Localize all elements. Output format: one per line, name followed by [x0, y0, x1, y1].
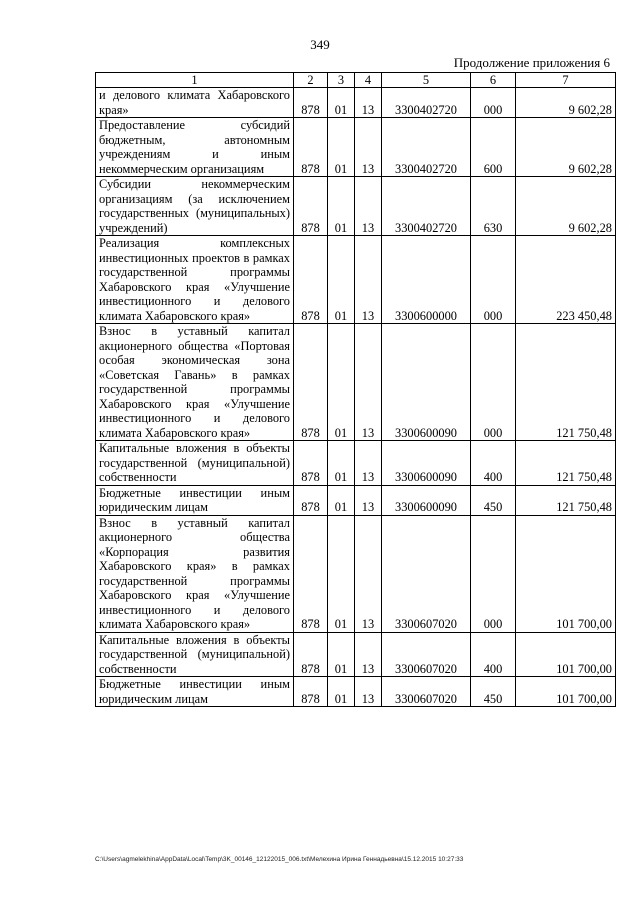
row-name: Бюджетные инвестиции иным юридическим лицам — [96, 677, 294, 707]
row-amount: 101 700,00 — [516, 515, 616, 632]
row-code-ministry: 878 — [294, 324, 328, 441]
row-expense-type: 400 — [471, 632, 516, 677]
row-amount: 9 602,28 — [516, 118, 616, 177]
row-section: 01 — [328, 118, 355, 177]
row-amount: 121 750,48 — [516, 324, 616, 441]
row-code-ministry: 878 — [294, 177, 328, 236]
row-name: Предоставление субсидий бюджетным, автономным учреждениям и иным некоммерческим организациям — [96, 118, 294, 177]
table-row — [96, 632, 616, 677]
table-row — [96, 485, 616, 515]
column-header: 6 — [471, 73, 516, 88]
table-row — [96, 88, 616, 118]
row-expense-type: 000 — [471, 324, 516, 441]
row-section: 01 — [328, 324, 355, 441]
row-name: Субсидии некоммерческим организациям (за исключением государственных (муниципальных) учреждений) — [96, 177, 294, 236]
row-subsection: 13 — [355, 88, 382, 118]
column-header: 3 — [328, 73, 355, 88]
row-code-ministry: 878 — [294, 88, 328, 118]
row-name: и делового климата Хабаровского края» — [96, 88, 294, 118]
row-target-item: 3300402720 — [382, 118, 471, 177]
row-subsection: 13 — [355, 515, 382, 632]
row-subsection: 13 — [355, 677, 382, 707]
row-subsection: 13 — [355, 441, 382, 486]
row-section: 01 — [328, 441, 355, 486]
row-target-item: 3300607020 — [382, 677, 471, 707]
row-section: 01 — [328, 632, 355, 677]
file-path-footer: C:\Users\agmelekhina\AppData\Local\Temp\3K_00146_12122015_006.txt\Мелехина Ирина Геннадьевна\15.12.2015 10:27:33 — [95, 856, 464, 863]
row-code-ministry: 878 — [294, 236, 328, 324]
row-code-ministry: 878 — [294, 632, 328, 677]
row-target-item: 3300402720 — [382, 88, 471, 118]
table-row — [96, 118, 616, 177]
row-name: Бюджетные инвестиции иным юридическим лицам — [96, 485, 294, 515]
column-header: 1 — [96, 73, 294, 88]
row-code-ministry: 878 — [294, 485, 328, 515]
row-amount: 121 750,48 — [516, 441, 616, 486]
row-section: 01 — [328, 236, 355, 324]
row-amount: 223 450,48 — [516, 236, 616, 324]
row-expense-type: 450 — [471, 485, 516, 515]
row-code-ministry: 878 — [294, 441, 328, 486]
row-section: 01 — [328, 515, 355, 632]
row-section: 01 — [328, 88, 355, 118]
row-subsection: 13 — [355, 177, 382, 236]
row-expense-type: 000 — [471, 236, 516, 324]
continuation-label: Продолжение приложения 6 — [453, 55, 610, 70]
table-row — [96, 324, 616, 441]
row-amount: 121 750,48 — [516, 485, 616, 515]
row-name: Капитальные вложения в объекты государственной (муниципальной) собственности — [96, 632, 294, 677]
row-code-ministry: 878 — [294, 677, 328, 707]
budget-table — [95, 72, 616, 707]
row-target-item: 3300607020 — [382, 515, 471, 632]
row-expense-type: 400 — [471, 441, 516, 486]
row-expense-type: 450 — [471, 677, 516, 707]
row-name: Реализация комплексных инвестиционных проектов в рамках государственной программы Хабаровского края «Улучшение инвестиционного и делового климата Хабаровского края» — [96, 236, 294, 324]
row-section: 01 — [328, 177, 355, 236]
row-target-item: 3300600000 — [382, 236, 471, 324]
row-target-item: 3300402720 — [382, 177, 471, 236]
table-row — [96, 441, 616, 486]
row-section: 01 — [328, 485, 355, 515]
row-subsection: 13 — [355, 236, 382, 324]
row-name: Капитальные вложения в объекты государственной (муниципальной) собственности — [96, 441, 294, 486]
table-row — [96, 236, 616, 324]
row-amount: 9 602,28 — [516, 88, 616, 118]
row-subsection: 13 — [355, 324, 382, 441]
column-header: 2 — [294, 73, 328, 88]
row-expense-type: 630 — [471, 177, 516, 236]
table-row — [96, 177, 616, 236]
page-number: 349 — [310, 37, 330, 52]
row-subsection: 13 — [355, 485, 382, 515]
row-name: Взнос в уставный капитал акционерного общества «Корпорация развития Хабаровского края» в рамках государственной программы Хабаровского края «Улучшение инвестиционного и делового климата Хабаровского края» — [96, 515, 294, 632]
row-amount: 101 700,00 — [516, 632, 616, 677]
row-amount: 101 700,00 — [516, 677, 616, 707]
row-expense-type: 600 — [471, 118, 516, 177]
column-header: 7 — [516, 73, 616, 88]
row-target-item: 3300600090 — [382, 441, 471, 486]
row-subsection: 13 — [355, 118, 382, 177]
row-target-item: 3300600090 — [382, 324, 471, 441]
table-row — [96, 515, 616, 632]
row-code-ministry: 878 — [294, 515, 328, 632]
table-header-row — [96, 73, 616, 88]
table-row — [96, 677, 616, 707]
column-header: 5 — [382, 73, 471, 88]
row-name: Взнос в уставный капитал акционерного общества «Портовая особая экономическая зона «Советская Гавань» в рамках государственной программы Хабаровского края «Улучшение инвестиционного и делового климата Хабаровского края» — [96, 324, 294, 441]
row-subsection: 13 — [355, 632, 382, 677]
row-target-item: 3300600090 — [382, 485, 471, 515]
row-amount: 9 602,28 — [516, 177, 616, 236]
row-target-item: 3300607020 — [382, 632, 471, 677]
row-expense-type: 000 — [471, 88, 516, 118]
row-code-ministry: 878 — [294, 118, 328, 177]
row-section: 01 — [328, 677, 355, 707]
column-header: 4 — [355, 73, 382, 88]
row-expense-type: 000 — [471, 515, 516, 632]
